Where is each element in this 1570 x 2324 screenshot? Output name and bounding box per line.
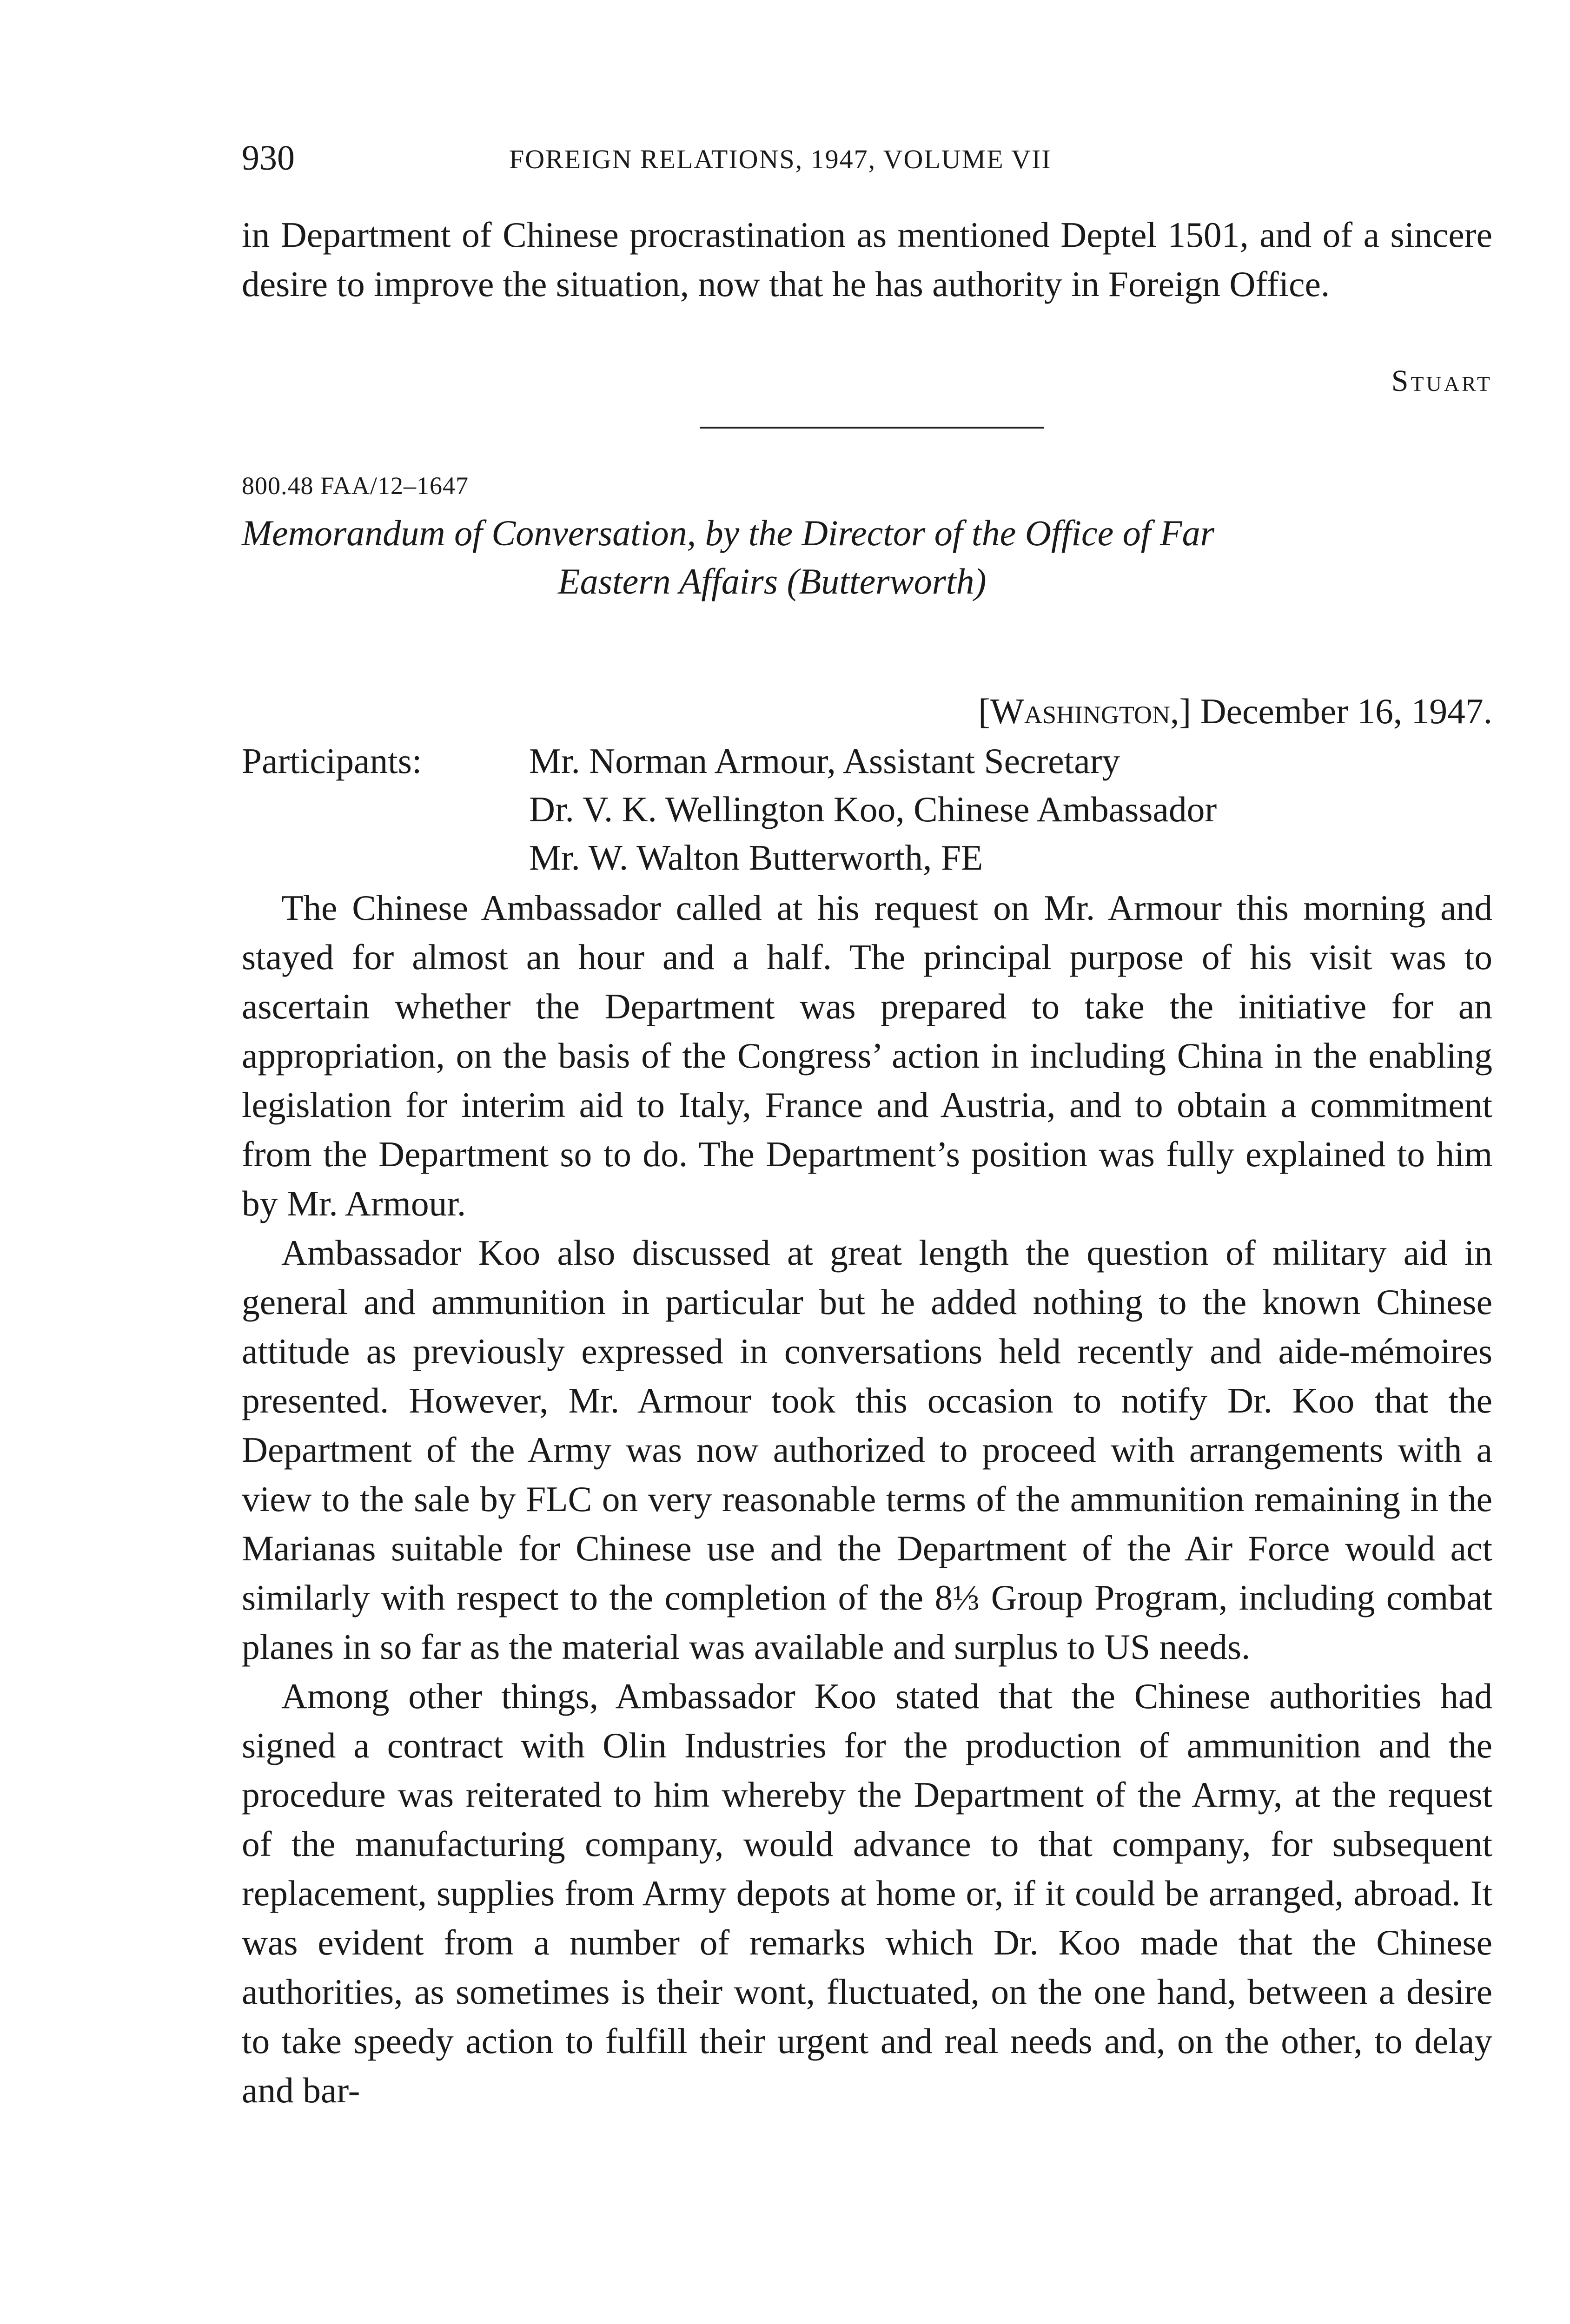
file-number: 800.48 FAA/12–1647 [242,472,469,500]
body-paragraph: Ambassador Koo also discussed at great length the question of military aid in general and ammunition in particular but he added nothing to the known Chinese attitude as previously expressed in conversations held recently and aide-mémoires presented. However, Mr. Armour took this occasion to notify Dr. Koo that the Department of the Army was now authorized to proceed with arrangements with a view to the sale by FLC on very reasonable terms of the ammunition remaining in the Marianas suitable for Chinese use and the Department of the Air Force would act similarly with respect to the completion of the 8⅓ Group Program, including combat planes in so far as the material was available and surplus to US needs. [242,1233,1492,1667]
page-number: 930 [242,139,295,178]
running-title: FOREIGN RELATIONS, 1947, VOLUME VII [509,144,1052,174]
dateline-date: December 16, 1947. [1200,691,1492,731]
dateline [697,688,1492,734]
participant-item: Mr. W. Walton Butterworth, FE [529,838,983,878]
participants-label: Participants: [242,741,422,781]
memo-body [242,883,1492,2115]
body-paragraph: Among other things, Ambassador Koo stated that the Chinese authorities had signed a contract with Olin Industries for the production of ammunition and the procedure was reiterated to him whereby the Department of the Army, at the request of the manufacturing company, would advance to that company, for subsequent replacement, supplies from Army depots at home or, if it could be arranged, abroad. It was evident from a number of remarks which Dr. Koo made that the Chinese authorities, as sometimes is their wont, fluctuated, on the one hand, between a desire to take speedy action to fulfill their urgent and real needs and, on the other, to delay and bar- [242,1676,1492,2110]
participant-item: Dr. V. K. Wellington Koo, Chinese Ambassador [529,789,1217,829]
memo-title-line2: Eastern Affairs (Butterworth) [558,561,987,601]
memo-title-line1: Memorandum of Conversation, by the Director of the Office of Far [242,513,1214,553]
running-head [242,135,1506,186]
section-divider [700,427,1044,429]
participant-item: Mr. Norman Armour, Assistant Secretary [529,741,1120,781]
previous-document-paragraph: in Department of Chinese procrastination as mentioned Deptel 1501, and of a sincere desire to improve the situation, now that he has authority in Foreign Office. [242,215,1492,304]
body-paragraph: The Chinese Ambassador called at his request on Mr. Armour this morning and stayed for almost an hour and a half. The principal purpose of his visit was to ascertain whether the Department was prepared to take the initiative for an appropriation, on the basis of the Congress’ action in including China in the enabling legislation for interim aid to Italy, France and Austria, and to obtain a commitment from the Department so to do. The Department’s position was fully explained to him by Mr. Armour. [242,888,1492,1223]
memo-title [242,509,1492,606]
previous-document-text [242,210,1492,309]
participants-list [529,737,1459,882]
signature: Stuart [1391,364,1492,398]
dateline-place: [Washington,] [978,691,1192,731]
